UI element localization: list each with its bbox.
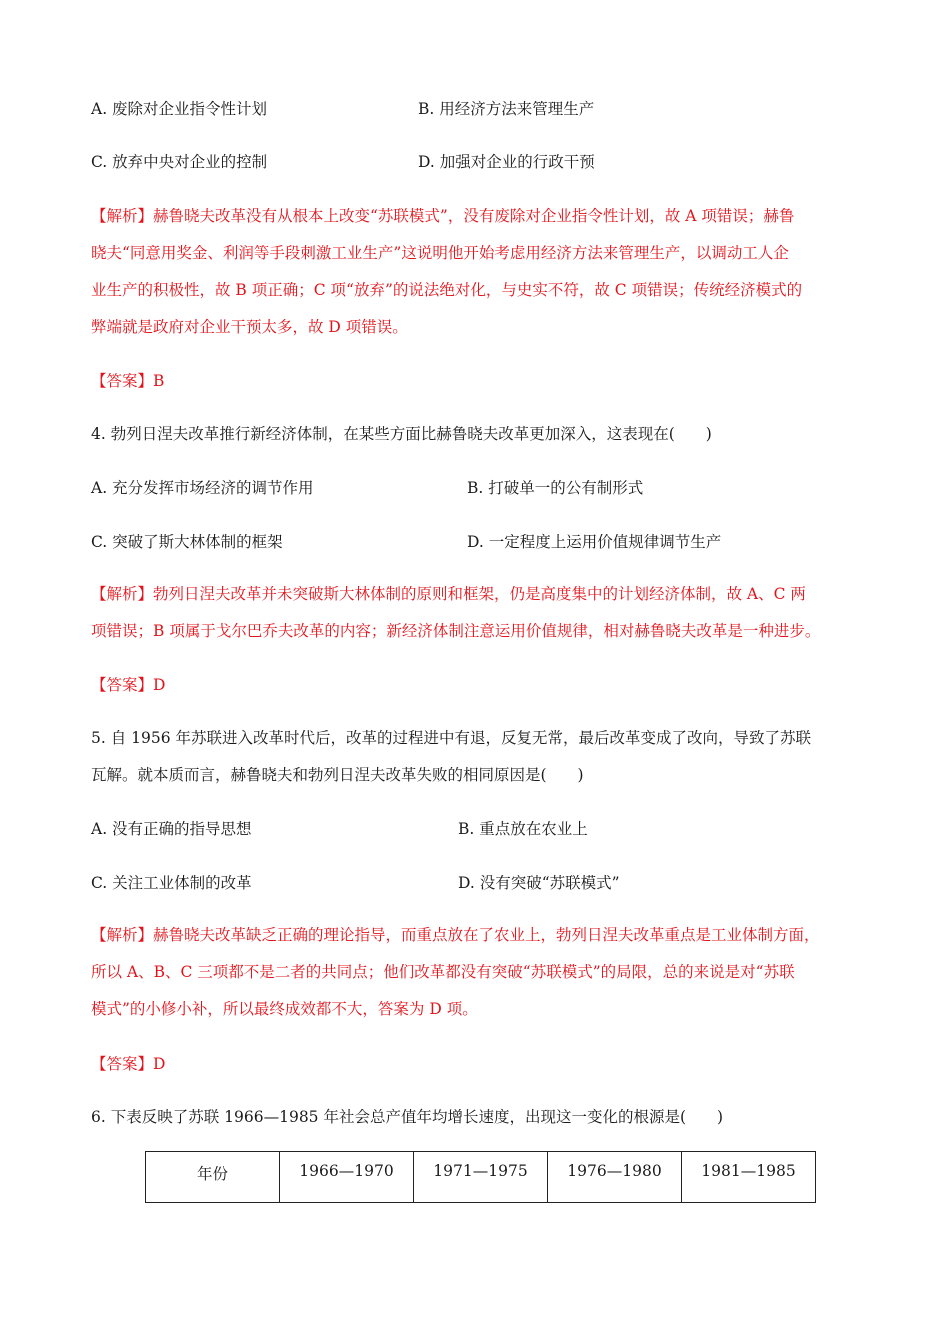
q5-analysis-line: 【解析】赫鲁晓夫改革缺乏正确的理论指导，而重点放在了农业上，勃列日涅夫改革重点是工业体制方面， — [91, 926, 820, 944]
table-header-cell: 1966—1970 — [280, 1152, 414, 1203]
q6-stem: 6. 下表反映了苏联 1966—1985 年社会总产值年均增长速度，出现这一变化的根源是( ) — [91, 1108, 724, 1126]
q5-option-a: A. 没有正确的指导思想 — [91, 820, 252, 838]
q4-analysis-line: 【解析】勃列日涅夫改革并未突破斯大林体制的原则和框架，仍是高度集中的计划经济体制，故 A、C 两 — [91, 585, 806, 603]
q3-option-c: C. 放弃中央对企业的控制 — [91, 153, 268, 171]
q4-analysis — [91, 576, 859, 650]
q3-analysis — [91, 198, 859, 346]
q3-answer: 【答案】B — [91, 372, 165, 390]
q4-option-a: A. 充分发挥市场经济的调节作用 — [91, 479, 314, 497]
q3-analysis-line: 晓夫“同意用奖金、利润等手段刺激工业生产”这说明他开始考虑用经济方法来管理生产，以调动工人企 — [91, 244, 789, 262]
q3-analysis-line: 【解析】赫鲁晓夫改革没有从根本上改变“苏联模式”，没有废除对企业指令性计划，故 A 项错误；赫鲁 — [91, 207, 795, 225]
q5-analysis — [91, 917, 859, 1028]
table-row — [146, 1152, 816, 1203]
q3-option-b: B. 用经济方法来管理生产 — [418, 100, 595, 118]
q3-option-a: A. 废除对企业指令性计划 — [91, 100, 268, 118]
q3-analysis-line: 弊端就是政府对企业干预太多，故 D 项错误。 — [91, 318, 408, 336]
q4-analysis-line: 项错误；B 项属于戈尔巴乔夫改革的内容；新经济体制注意运用价值规律，相对赫鲁晓夫改革是一种进步。 — [91, 622, 821, 640]
table-header-cell: 1981—1985 — [682, 1152, 816, 1203]
q4-stem: 4. 勃列日涅夫改革推行新经济体制，在某些方面比赫鲁晓夫改革更加深入，这表现在( ) — [91, 425, 712, 443]
growth-rate-table — [145, 1151, 816, 1203]
q5-answer: 【答案】D — [91, 1055, 166, 1073]
q5-option-c: C. 关注工业体制的改革 — [91, 874, 252, 892]
q4-option-c: C. 突破了斯大林体制的框架 — [91, 533, 283, 551]
q5-option-b: B. 重点放在农业上 — [458, 820, 588, 838]
q4-option-d: D. 一定程度上运用价值规律调节生产 — [467, 533, 722, 551]
q5-analysis-line: 所以 A、B、C 三项都不是二者的共同点；他们改革都没有突破“苏联模式”的局限，总的来说是对“苏联 — [91, 963, 795, 981]
q3-option-d: D. 加强对企业的行政干预 — [418, 153, 595, 171]
table-header-cell: 1971—1975 — [414, 1152, 548, 1203]
q4-option-b: B. 打破单一的公有制形式 — [467, 479, 644, 497]
q5-analysis-line: 模式”的小修小补，所以最终成效都不大，答案为 D 项。 — [91, 1000, 478, 1018]
q4-answer: 【答案】D — [91, 676, 166, 694]
q3-analysis-line: 业生产的积极性，故 B 项正确；C 项“放弃”的说法绝对化，与史实不符，故 C 项错误；传统经济模式的 — [91, 281, 803, 299]
q5-stem — [91, 720, 859, 794]
table-header-cell: 1976—1980 — [548, 1152, 682, 1203]
table-header-cell: 年份 — [146, 1152, 280, 1203]
q5-option-d: D. 没有突破“苏联模式” — [458, 874, 620, 892]
q5-stem-line: 5. 自 1956 年苏联进入改革时代后，改革的过程进中有退，反复无常，最后改革变成了改向，导致了苏联 — [91, 729, 812, 747]
q5-stem-line: 瓦解。就本质而言，赫鲁晓夫和勃列日涅夫改革失败的相同原因是( ) — [91, 766, 584, 784]
